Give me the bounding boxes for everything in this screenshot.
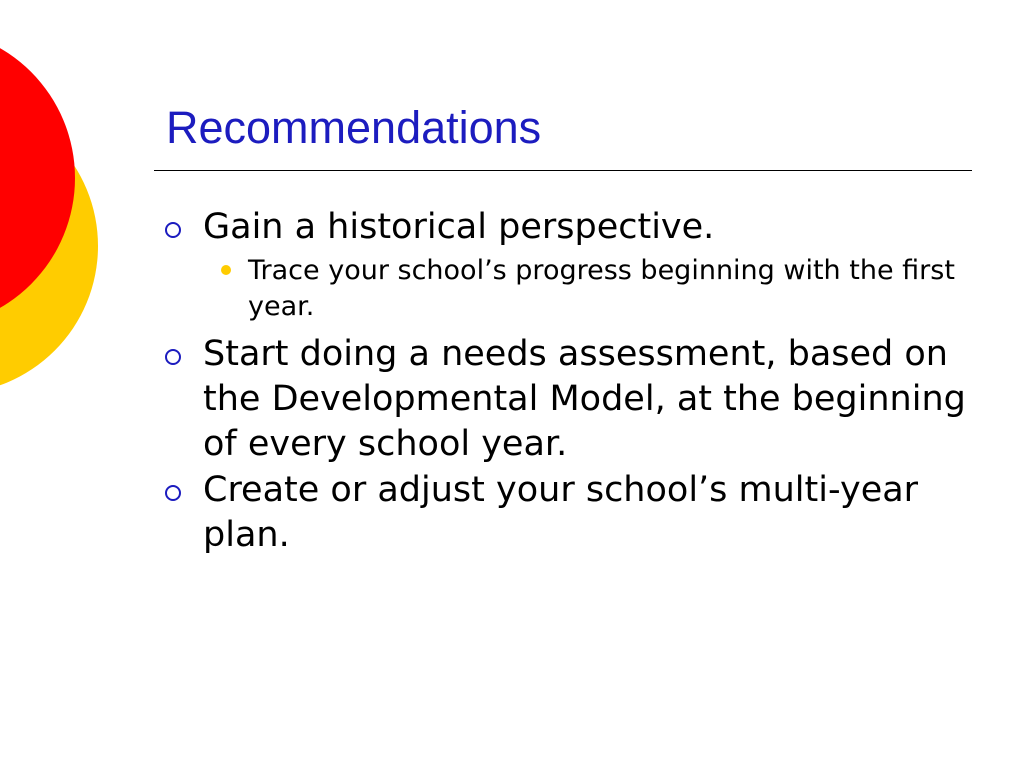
bullet-list [203,205,983,559]
bullet-item [203,468,983,558]
ring-bullet-icon [165,485,181,501]
bullet-item [203,332,983,467]
bullet-item [203,205,983,325]
sub-bullet-text: Trace your school’s progress beginning with the first year. [248,255,955,322]
decorative-circles [0,0,120,420]
bullet-text: Start doing a needs assessment, based on the Developmental Model, at the beginning of every school year. [203,334,966,464]
bullet-text: Gain a historical perspective. [203,207,715,247]
ring-bullet-icon [165,222,181,238]
sub-bullet-list [248,253,983,325]
dot-bullet-icon [221,265,231,275]
ring-bullet-icon [165,349,181,365]
title-divider [154,170,972,171]
sub-bullet-item [248,253,983,325]
bullet-text: Create or adjust your school’s multi-year plan. [203,470,919,555]
slide-title: Recommendations [166,102,542,153]
